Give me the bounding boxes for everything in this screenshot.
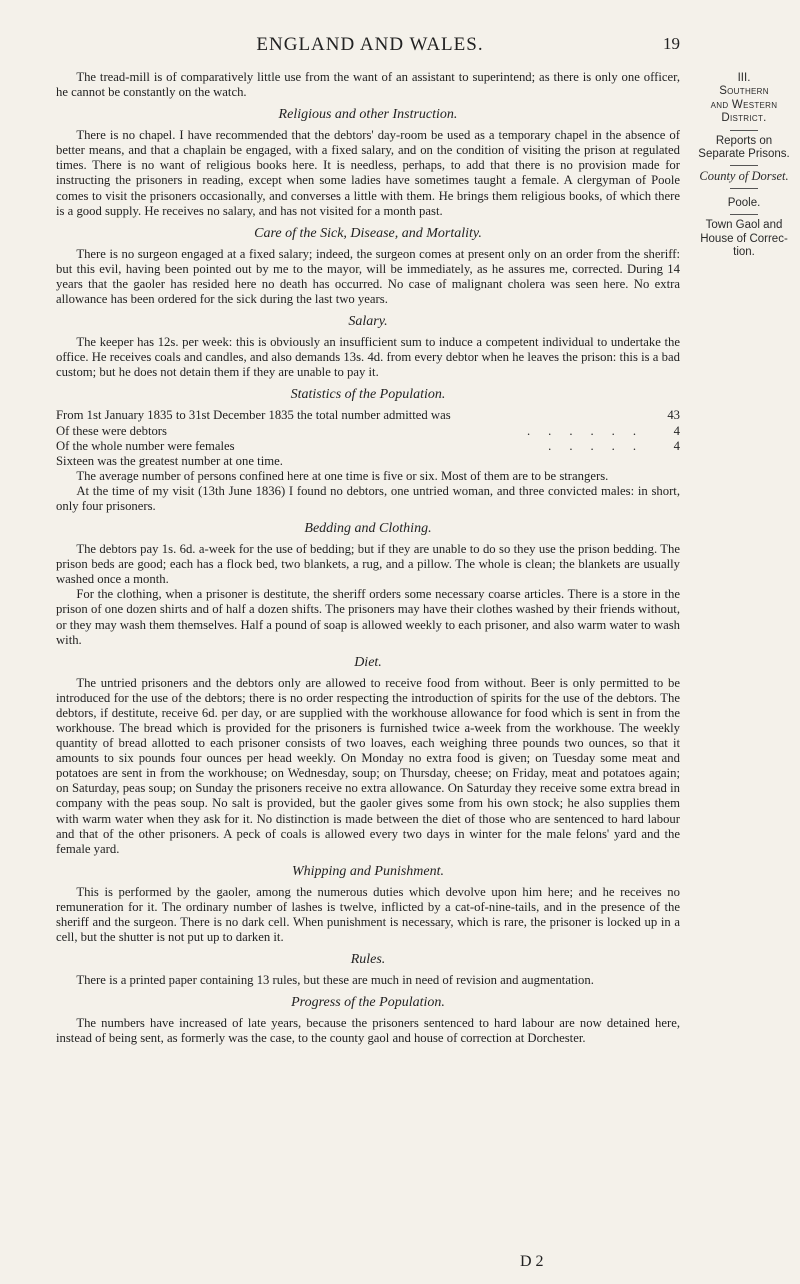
- sidebar-reports-1: Reports on: [715, 134, 773, 147]
- stat-line-debtors: [56, 424, 680, 439]
- sidebar-reports-2: Separate Prisons.: [698, 148, 790, 161]
- paragraph-rules: There is a printed paper containing 13 rules, but these are much in need of revision and augmentation.: [76, 973, 594, 988]
- stat-line-admitted: [56, 408, 680, 423]
- heading-salary: Salary.: [348, 314, 388, 330]
- heading-diet: Diet.: [354, 654, 382, 670]
- sidebar-district-3: District.: [721, 112, 767, 125]
- stat-debtors-label: Of these were debtors: [56, 423, 167, 438]
- divider: [730, 214, 758, 215]
- paragraph-diet: The untried prisoners and the debtors only are allowed to receive food from without. Beer is only permitted to be introduced for the use of the debtors; there is no order respecting the introduction of spirits for the use of the debtors. The debtors, if destitute, receive 6d. per day, or are supplied with the workhouse allowance for food which is sent in from the workhouse. The bread which is provided for the prisoners is furnished twice a-week from the workhouse. The weekly quantity of bread allotted to each prisoner consists of two loaves, each weighing three pounds two ounces, so that it amounts to six pounds four ounces per head weekly. On Monday no extra food is given; on Tuesday some meat and potatoes are sent in from the workhouse; on Wednesday, soup; on Thursday, cheese; on Friday, meat and potatoes again; on Saturday, peas soup; on Sunday the prisoners receive no extra allowance. On Saturday they receive some extra bread in company with the peas soup. No salt is provided, but the gaoler gives some from his own stock; he also supplies them with warm water when they ask for it. No distinction is made between the diet of those who are sentenced to hard labour and that of the other prisoners. A peck of coals is allowed every two days in winter for the male felons' yard and the female yard.: [56, 675, 680, 856]
- sidebar-part: III.: [737, 72, 751, 84]
- page-body: [56, 70, 680, 1047]
- leader-dots: ......: [526, 423, 654, 438]
- heading-rules: Rules.: [350, 952, 386, 968]
- sidebar-gaol-3: tion.: [733, 246, 755, 259]
- paragraph-sick: There is no surgeon engaged at a fixed salary; indeed, the surgeon comes at present only on an order from the sheriff: but this evil, having been pointed out by me to the mayor, will be immediately, as he assures me, corrected. During 14 years that the gaoler has resided here no death has occurred. No case of malignant cholera was seen here. No extra allowance has been ordered for the sick during the last two years.: [56, 246, 680, 307]
- stat-line-females: [56, 439, 680, 454]
- paragraph-salary: The keeper has 12s. per week: this is obviously an insufficient sum to induce a competent individual to undertake the office. He receives coals and candles, and also demands 13s. 4d. from every debtor when he leaves the prison: this is a bad custom; but he does not detain them if they are unable to pay it.: [56, 335, 680, 380]
- paragraph-average: The average number of persons confined here at one time is five or six. Most of them are to be strangers.: [76, 468, 609, 483]
- paragraph-whipping: This is performed by the gaoler, among the numerous duties which devolve upon him here; and he receives no remuneration for it. The ordinary number of lashes is twelve, inflicted by a cat-of-nine-tails, and in the presence of the sheriff and the surgeon. There is no dark cell. When punishment is necessary, which is rare, the prisoner is locked up in a cell, but the shutter is not put up to darken it.: [56, 884, 680, 945]
- stat-admitted-label: From 1st January 1835 to 31st December 1835 the total number admitted was: [56, 408, 451, 423]
- sidebar-district-1: Southern: [719, 85, 769, 98]
- paragraph-treadmill: The tread-mill is of comparatively little use from the want of an assistant to superintend; as there is only one officer, he cannot be constantly on the watch.: [56, 70, 680, 100]
- divider: [730, 165, 758, 166]
- heading-statistics: Statistics of the Population.: [290, 387, 446, 403]
- heading-bedding: Bedding and Clothing.: [304, 521, 432, 537]
- stat-females-value: 4: [673, 438, 680, 453]
- running-head: ENGLAND AND WALES.: [256, 34, 484, 55]
- stat-admitted-value: 43: [667, 408, 680, 423]
- stat-females-label: Of the whole number were females: [56, 438, 235, 453]
- divider: [730, 188, 758, 189]
- heading-sick: Care of the Sick, Disease, and Mortality.: [254, 225, 482, 241]
- paragraph-religious: There is no chapel. I have recommended that the debtors' day-room be used as a temporary chapel in the absence of better means, and that a chaplain be engaged, with a fixed salary, and on the condition of visiting the prison at regulated times. There is no want of religious books here. It is needless, perhaps, to add that there is no provision made for instructing the prisoners in reading, except when some ladies have sometimes taught a female. A clergyman of Poole comes to visit the prisoners occasionally, and converses a little with them. He brings them religious books, of which there is a good supply. He receives no salary, and has not visited for a month past.: [56, 128, 680, 218]
- heading-whipping: Whipping and Punishment.: [291, 863, 445, 879]
- leader-dots: .....: [548, 438, 654, 453]
- sidebar-county: County of Dorset.: [699, 169, 789, 184]
- page-header: [60, 34, 680, 60]
- paragraph-bedding: The debtors pay 1s. 6d. a-week for the use of bedding; but if they are unable to do so they use the prison bedding. The prison beds are good; each has a flock bed, two blankets, a rug, and a pillow. The whole is clean; the blankets are usually washed once a month.: [56, 542, 680, 587]
- sidebar-town: Poole.: [727, 196, 761, 209]
- sidebar-gaol-1: Town Gaol and: [705, 219, 783, 232]
- divider: [730, 130, 758, 131]
- stat-debtors-value: 4: [673, 423, 680, 438]
- signature-mark: D 2: [520, 1253, 544, 1270]
- paragraph-clothing: For the clothing, when a prisoner is destitute, the sheriff orders some necessary coarse articles. There is a store in the prison of one dozen shirts and of half a dozen shifts. The prisoners may have their clothes washed by their friends without, or they may wash them themselves. Half a pound of soap is allowed weekly to each prisoner, and also warm water to wash with.: [56, 587, 680, 647]
- sidebar-gaol-2: House of Correc-: [700, 232, 788, 245]
- heading-religious: Religious and other Instruction.: [278, 107, 458, 123]
- heading-progress: Progress of the Population.: [291, 995, 445, 1011]
- stat-sixteen: Sixteen was the greatest number at one time.: [56, 453, 283, 468]
- paragraph-progress: The numbers have increased of late years, because the prisoners sentenced to hard labour are now detained here, instead of being sent, as formerly was the case, to the county gaol and house of correction at Dorchester.: [56, 1016, 680, 1046]
- paragraph-visit: At the time of my visit (13th June 1836) I found no debtors, one untried woman, and three convicted males: in short, only four prisoners.: [56, 483, 680, 513]
- margin-notes: [692, 72, 796, 259]
- sidebar-district-2: and Western: [710, 98, 778, 111]
- page-number: 19: [663, 34, 680, 53]
